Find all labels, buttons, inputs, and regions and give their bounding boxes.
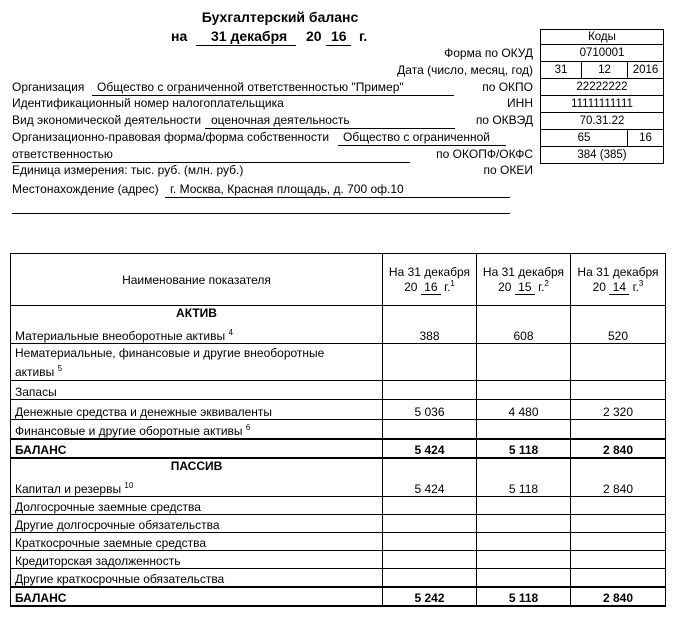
cell-value	[571, 569, 666, 587]
address-underline	[165, 197, 510, 198]
table-row	[11, 551, 666, 569]
cell-empty	[571, 306, 666, 323]
table-row	[11, 381, 666, 400]
table-row	[11, 497, 666, 515]
cell-value	[571, 420, 666, 439]
col-header-1-prefix: На 31 декабря	[388, 264, 471, 279]
cell-empty	[383, 458, 477, 475]
cell-value: 5 118	[477, 587, 571, 606]
code-inn: 11111111111	[541, 96, 664, 113]
cell-value	[383, 551, 477, 569]
date-prefix: на	[171, 28, 188, 44]
col-note-1: 1	[450, 278, 455, 288]
row-name: Другие долгосрочные обязательства	[11, 515, 383, 533]
code-okud: 0710001	[541, 45, 664, 62]
activity-label: Вид экономической деятельности	[12, 113, 202, 127]
inn-label-left: Идентификационный номер налогоплательщика	[12, 96, 284, 110]
org-label: Организация	[12, 80, 85, 94]
col-header-name: Наименование показателя	[11, 254, 383, 306]
table-row	[11, 569, 666, 587]
col-year-1: 16	[421, 280, 441, 295]
table-row	[11, 323, 666, 344]
address-label: Местонахождение (адрес)	[12, 182, 159, 196]
cell-value: 5 118	[477, 475, 571, 497]
date-underline	[196, 45, 296, 46]
cell-value	[477, 551, 571, 569]
col-header-2-prefix: На 31 декабря	[482, 264, 565, 279]
row-name: Денежные средства и денежные эквиваленты	[11, 400, 383, 420]
cell-value: 520	[571, 323, 666, 344]
cell-value	[383, 533, 477, 551]
cell-value	[571, 497, 666, 515]
row-name: Краткосрочные заемные средства	[11, 533, 383, 551]
date-day-month: 31 декабря	[211, 28, 288, 44]
code-date-day: 31	[541, 62, 582, 79]
okpo-label: по ОКПО	[482, 80, 533, 94]
cell-value	[477, 515, 571, 533]
org-value: Общество с ограниченной ответственностью "Пример"	[97, 80, 404, 94]
col-header-3-prefix: На 31 декабря	[577, 264, 659, 279]
cell-value: 5 424	[383, 475, 477, 497]
code-date-month: 12	[582, 62, 628, 79]
col-header-1	[383, 254, 477, 306]
table-row-balance	[11, 439, 666, 458]
legal-form-value2: ответственностью	[12, 147, 113, 161]
col-header-2	[477, 254, 571, 306]
code-okfs: 16	[628, 130, 664, 147]
col-year-prefix: 20	[404, 279, 418, 294]
row-note: 4	[228, 328, 233, 337]
cell-value	[477, 569, 571, 587]
col-note-3: 3	[638, 278, 644, 288]
row-name: БАЛАНС	[11, 439, 383, 458]
cell-empty	[383, 306, 477, 323]
cell-value	[383, 344, 477, 381]
date-label: Дата (число, месяц, год)	[397, 63, 533, 77]
row-name: Запасы	[11, 381, 383, 400]
inn-label: ИНН	[507, 96, 533, 110]
codes-header: Коды	[541, 30, 664, 45]
activity-underline	[205, 128, 455, 129]
col-header-3-year	[575, 279, 661, 295]
row-label: Материальные внеоборотные активы	[15, 329, 226, 343]
year-underline	[326, 45, 351, 46]
code-okpo: 22222222	[541, 79, 664, 96]
unit-label: Единица измерения: тыс. руб. (млн. руб.)	[12, 163, 244, 177]
row-note: 10	[124, 481, 134, 490]
codes-box	[540, 29, 664, 164]
okei-label: по ОКЕИ	[483, 163, 533, 177]
okved-label: по ОКВЭД	[475, 113, 533, 127]
cell-value	[383, 515, 477, 533]
table-row-balance	[11, 587, 666, 606]
row-name: Кредиторская задолженность	[11, 551, 383, 569]
cell-value	[477, 420, 571, 439]
row-name: Другие краткосрочные обязательства	[11, 569, 383, 587]
cell-value: 388	[383, 323, 477, 344]
col-header-2-year	[481, 279, 566, 295]
code-okved: 70.31.22	[541, 113, 664, 130]
row-name	[11, 420, 383, 439]
year-prefix: 20	[306, 28, 322, 44]
table-row	[11, 475, 666, 497]
page-title: Бухгалтерский баланс	[201, 9, 359, 25]
row-label-2: активы	[15, 365, 55, 379]
okopf-label: по ОКОПФ/ОКФС	[436, 147, 533, 161]
table-row	[11, 400, 666, 420]
cell-value: 5 424	[383, 439, 477, 458]
form-okud-label: Форма по ОКУД	[444, 46, 533, 60]
cell-value: 5 118	[477, 439, 571, 458]
address-value: г. Москва, Красная площадь, д. 700 оф.10	[170, 182, 404, 196]
year-suffix: 16	[331, 28, 347, 44]
cell-value	[477, 497, 571, 515]
col-year-suffix: г.	[632, 279, 639, 294]
code-okei: 384 (385)	[541, 147, 664, 164]
cell-value: 2 840	[571, 439, 666, 458]
row-label: Капитал и резервы	[15, 482, 122, 496]
row-name: БАЛАНС	[11, 587, 383, 606]
table-row	[11, 344, 666, 381]
cell-value: 2 840	[571, 475, 666, 497]
col-year-prefix: 20	[498, 279, 512, 294]
cell-value	[383, 381, 477, 400]
cell-value: 4 480	[477, 400, 571, 420]
balance-table	[10, 253, 666, 607]
table-row	[11, 533, 666, 551]
col-year-3: 14	[609, 280, 629, 295]
cell-value	[383, 420, 477, 439]
address-underline2	[12, 213, 510, 214]
col-year-2: 15	[515, 280, 535, 295]
cell-value: 5 036	[383, 400, 477, 420]
row-name	[11, 344, 383, 381]
cell-value	[383, 497, 477, 515]
cell-value: 5 242	[383, 587, 477, 606]
col-year-suffix: г.	[444, 279, 451, 294]
cell-value	[571, 551, 666, 569]
year-end: г.	[359, 28, 368, 44]
table-row	[11, 515, 666, 533]
cell-value: 2 320	[571, 400, 666, 420]
table-row	[11, 420, 666, 439]
cell-value	[383, 569, 477, 587]
row-name	[11, 475, 383, 497]
row-name: Долгосрочные заемные средства	[11, 497, 383, 515]
section-liabilities: ПАССИВ	[11, 458, 383, 475]
legal-form-underline1	[338, 145, 506, 146]
row-note: 5	[57, 364, 63, 373]
cell-value	[477, 381, 571, 400]
code-okopf: 65	[541, 130, 628, 147]
cell-value: 608	[477, 323, 571, 344]
row-name	[11, 323, 383, 344]
row-label: Финансовые и другие оборотные активы	[15, 423, 243, 438]
legal-form-value1: Общество с ограниченной	[343, 130, 490, 144]
activity-value: оценочная деятельность	[211, 113, 350, 127]
cell-value	[477, 344, 571, 381]
col-year-prefix: 20	[592, 279, 606, 294]
cell-value	[571, 515, 666, 533]
cell-value	[477, 533, 571, 551]
cell-value	[571, 381, 666, 400]
legal-form-label: Организационно-правовая форма/форма собственности	[12, 130, 330, 144]
row-label: Нематериальные, финансовые и другие внеоборотные	[15, 346, 325, 360]
cell-value	[571, 533, 666, 551]
cell-empty	[477, 306, 571, 323]
col-header-3	[571, 254, 666, 306]
col-year-suffix: г.	[538, 279, 545, 294]
row-note: 6	[245, 422, 251, 432]
cell-empty	[477, 458, 571, 475]
cell-empty	[571, 458, 666, 475]
section-assets: АКТИВ	[11, 306, 383, 323]
cell-value: 2 840	[571, 587, 666, 606]
col-header-1-year	[387, 279, 472, 295]
code-date-year: 2016	[628, 62, 664, 79]
col-note-2: 2	[544, 278, 549, 288]
cell-value	[571, 344, 666, 381]
